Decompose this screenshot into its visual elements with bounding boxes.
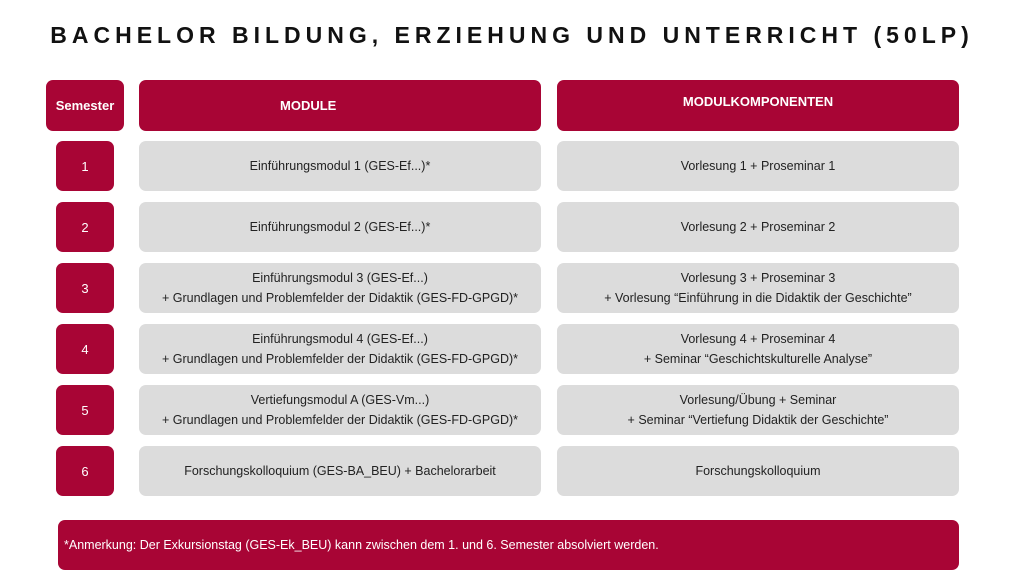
semester-number: 5 <box>81 402 89 418</box>
module-cell-5 <box>139 385 541 435</box>
component-cell-6 <box>557 446 959 496</box>
component-text: Vorlesung 4 + Proseminar 4 <box>680 332 836 346</box>
component-cell-2 <box>557 202 959 252</box>
header-module <box>139 80 541 131</box>
module-text: + Grundlagen und Problemfelder der Didaktik (GES-FD-GPGD)* <box>161 352 519 366</box>
module-text: Vertiefungsmodul A (GES-Vm...) <box>250 393 430 407</box>
header-components-label: MODULKOMPONENTEN <box>682 94 834 109</box>
module-cell-2 <box>139 202 541 252</box>
header-module-label: MODULE <box>280 98 337 113</box>
header-components <box>557 80 959 131</box>
semester-cell-4 <box>56 324 114 374</box>
semester-cell-1 <box>56 141 114 191</box>
semester-number: 6 <box>81 463 89 479</box>
semester-cell-6 <box>56 446 114 496</box>
component-text: Vorlesung/Übung + Seminar <box>679 393 837 407</box>
module-text: Einführungsmodul 2 (GES-Ef...)* <box>249 220 431 234</box>
component-text: Vorlesung 2 + Proseminar 2 <box>680 220 836 234</box>
module-text: + Grundlagen und Problemfelder der Didaktik (GES-FD-GPGD)* <box>161 291 519 305</box>
semester-number: 4 <box>81 341 89 357</box>
component-text: Vorlesung 1 + Proseminar 1 <box>680 159 836 173</box>
semester-number: 2 <box>81 219 89 235</box>
module-cell-6 <box>139 446 541 496</box>
semester-cell-2 <box>56 202 114 252</box>
footnote-text: *Anmerkung: Der Exkursionstag (GES-Ek_BEU) kann zwischen dem 1. und 6. Semester absolviert werden. <box>64 538 659 552</box>
component-cell-5 <box>557 385 959 435</box>
component-text: Vorlesung 3 + Proseminar 3 <box>680 271 836 285</box>
semester-cell-5 <box>56 385 114 435</box>
component-cell-3 <box>557 263 959 313</box>
semester-number: 3 <box>81 280 89 296</box>
component-text: + Seminar “Geschichtskulturelle Analyse” <box>643 352 873 366</box>
component-text: + Seminar “Vertiefung Didaktik der Geschichte” <box>627 413 889 427</box>
component-text: + Vorlesung “Einführung in die Didaktik der Geschichte” <box>604 291 912 305</box>
module-text: Forschungskolloquium (GES-BA_BEU) + Bachelorarbeit <box>184 464 496 478</box>
module-cell-4 <box>139 324 541 374</box>
header-semester-label: Semester <box>55 98 115 113</box>
component-text: Forschungskolloquium <box>695 464 821 478</box>
footnote-box <box>58 520 959 570</box>
semester-cell-3 <box>56 263 114 313</box>
semester-number: 1 <box>81 158 89 174</box>
header-semester <box>46 80 124 131</box>
module-text: + Grundlagen und Problemfelder der Didaktik (GES-FD-GPGD)* <box>161 413 519 427</box>
page-title: BACHELOR BILDUNG, ERZIEHUNG UND UNTERRICHT (50LP) <box>50 22 974 48</box>
module-cell-3 <box>139 263 541 313</box>
module-text: Einführungsmodul 4 (GES-Ef...) <box>252 332 428 346</box>
module-text: Einführungsmodul 3 (GES-Ef...) <box>252 271 428 285</box>
module-cell-1 <box>139 141 541 191</box>
component-cell-1 <box>557 141 959 191</box>
module-text: Einführungsmodul 1 (GES-Ef...)* <box>249 159 431 173</box>
component-cell-4 <box>557 324 959 374</box>
